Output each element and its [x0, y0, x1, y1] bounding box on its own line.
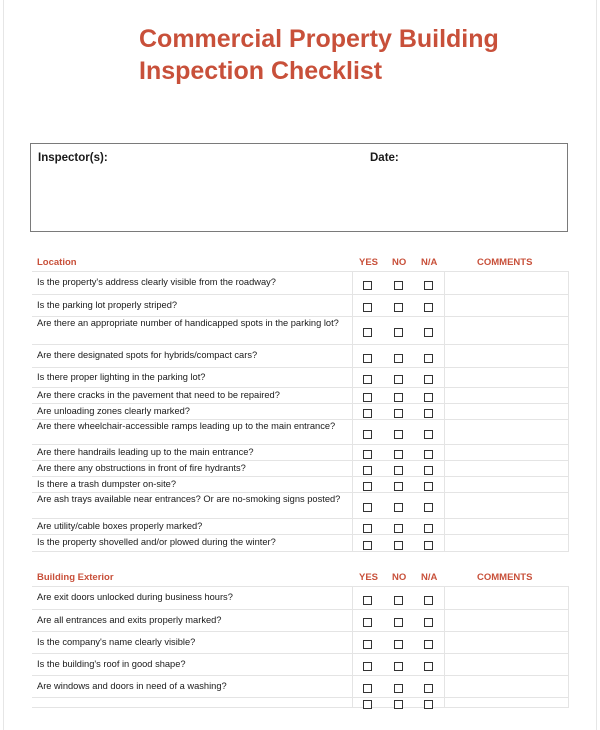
column-divider	[568, 272, 569, 295]
yes-checkbox[interactable]	[363, 393, 372, 402]
comments-cell[interactable]	[445, 420, 568, 445]
checklist-row	[32, 388, 569, 404]
question-text: Is the property shovelled and/or plowed during the winter?	[37, 537, 276, 547]
no-checkbox[interactable]	[394, 524, 403, 533]
question-text: Is the property's address clearly visible from the roadway?	[37, 277, 276, 287]
column-divider	[352, 345, 353, 368]
no-checkbox[interactable]	[394, 640, 403, 649]
column-header-comments: COMMENTS	[477, 572, 533, 583]
column-divider	[568, 461, 569, 477]
question-text: Are ash trays available near entrances? Or are no-smoking signs posted?	[37, 494, 341, 504]
checklist-row	[32, 272, 569, 295]
comments-cell[interactable]	[445, 404, 568, 420]
column-divider	[568, 477, 569, 493]
checklist-row	[32, 404, 569, 420]
yes-checkbox[interactable]	[363, 409, 372, 418]
checklist-row	[32, 317, 569, 345]
checklist-row	[32, 535, 569, 552]
question-text: Are there designated spots for hybrids/compact cars?	[37, 350, 258, 360]
section-header	[32, 255, 569, 272]
document-title	[139, 23, 579, 87]
column-divider	[568, 654, 569, 676]
na-checkbox[interactable]	[424, 503, 433, 512]
no-checkbox[interactable]	[394, 354, 403, 363]
checklist-row	[32, 632, 569, 654]
na-checkbox[interactable]	[424, 430, 433, 439]
column-divider	[352, 368, 353, 388]
section-location	[32, 255, 569, 552]
question-text: Are there handrails leading up to the main entrance?	[37, 447, 254, 457]
title-line-2: Inspection Checklist	[139, 57, 383, 85]
comments-cell[interactable]	[445, 368, 568, 388]
question-text: Are there wheelchair-accessible ramps leading up to the main entrance?	[37, 421, 336, 431]
comments-cell[interactable]	[445, 654, 568, 676]
no-checkbox[interactable]	[394, 482, 403, 491]
yes-checkbox[interactable]	[363, 684, 372, 693]
checklist-row	[32, 461, 569, 477]
section-title: Location	[37, 257, 77, 268]
checklist-row	[32, 295, 569, 317]
checklist-row	[32, 519, 569, 535]
na-checkbox[interactable]	[424, 482, 433, 491]
no-checkbox[interactable]	[394, 662, 403, 671]
na-checkbox[interactable]	[424, 524, 433, 533]
column-divider	[568, 345, 569, 368]
na-checkbox[interactable]	[424, 700, 433, 709]
yes-checkbox[interactable]	[363, 700, 372, 709]
no-checkbox[interactable]	[394, 700, 403, 709]
na-checkbox[interactable]	[424, 640, 433, 649]
comments-cell[interactable]	[445, 345, 568, 368]
comments-cell[interactable]	[445, 317, 568, 345]
no-checkbox[interactable]	[394, 596, 403, 605]
comments-cell[interactable]	[445, 388, 568, 404]
question-text: Are unloading zones clearly marked?	[37, 406, 190, 416]
column-divider	[352, 587, 353, 610]
na-checkbox[interactable]	[424, 596, 433, 605]
column-divider	[352, 388, 353, 404]
column-divider	[568, 535, 569, 552]
column-divider	[568, 587, 569, 610]
comments-cell[interactable]	[445, 676, 568, 698]
column-header-na: N/A	[421, 572, 438, 583]
question-text: Is the parking lot properly striped?	[37, 300, 178, 310]
comments-cell[interactable]	[445, 477, 568, 493]
checklist-row	[32, 445, 569, 461]
no-checkbox[interactable]	[394, 393, 403, 402]
inspector-info-box[interactable]	[30, 143, 568, 232]
yes-checkbox[interactable]	[363, 482, 372, 491]
column-header-no: NO	[392, 572, 407, 583]
inspector-label: Inspector(s):	[38, 152, 108, 164]
na-checkbox[interactable]	[424, 450, 433, 459]
comments-cell[interactable]	[445, 461, 568, 477]
date-label: Date:	[370, 152, 399, 164]
column-header-na: N/A	[421, 257, 438, 268]
no-checkbox[interactable]	[394, 541, 403, 550]
comments-cell[interactable]	[445, 535, 568, 552]
column-divider	[352, 698, 353, 708]
question-text: Are windows and doors in need of a washing?	[37, 681, 227, 691]
column-divider	[568, 317, 569, 345]
comments-cell[interactable]	[445, 493, 568, 519]
no-checkbox[interactable]	[394, 281, 403, 290]
column-header-comments: COMMENTS	[477, 257, 533, 268]
column-divider	[568, 388, 569, 404]
no-checkbox[interactable]	[394, 450, 403, 459]
column-divider	[352, 317, 353, 345]
no-checkbox[interactable]	[394, 684, 403, 693]
na-checkbox[interactable]	[424, 328, 433, 337]
title-line-1: Commercial Property Building	[139, 25, 499, 53]
no-checkbox[interactable]	[394, 409, 403, 418]
column-divider	[568, 420, 569, 445]
checklist-row	[32, 345, 569, 368]
na-checkbox[interactable]	[424, 409, 433, 418]
column-header-yes: YES	[359, 572, 379, 583]
column-divider	[568, 698, 569, 708]
yes-checkbox[interactable]	[363, 541, 372, 550]
na-checkbox[interactable]	[424, 662, 433, 671]
no-checkbox[interactable]	[394, 430, 403, 439]
column-divider	[352, 610, 353, 632]
column-header-yes: YES	[359, 257, 379, 268]
no-checkbox[interactable]	[394, 466, 403, 475]
column-divider	[568, 445, 569, 461]
column-divider	[568, 676, 569, 698]
question-text: Is there proper lighting in the parking lot?	[37, 372, 206, 382]
column-divider	[352, 420, 353, 445]
na-checkbox[interactable]	[424, 375, 433, 384]
column-divider	[568, 610, 569, 632]
yes-checkbox[interactable]	[363, 450, 372, 459]
column-divider	[568, 519, 569, 535]
comments-cell[interactable]	[445, 587, 568, 610]
column-divider	[568, 295, 569, 317]
question-text: Is there a trash dumpster on-site?	[37, 479, 177, 489]
question-text: Are all entrances and exits properly marked?	[37, 615, 222, 625]
comments-cell[interactable]	[445, 610, 568, 632]
checklist-row	[32, 477, 569, 493]
yes-checkbox[interactable]	[363, 354, 372, 363]
column-divider	[352, 535, 353, 552]
column-divider	[568, 368, 569, 388]
column-divider	[352, 272, 353, 295]
section-building-exterior	[32, 570, 569, 708]
na-checkbox[interactable]	[424, 618, 433, 627]
yes-checkbox[interactable]	[363, 618, 372, 627]
section-title: Building Exterior	[37, 572, 114, 583]
na-checkbox[interactable]	[424, 684, 433, 693]
yes-checkbox[interactable]	[363, 503, 372, 512]
column-divider	[352, 404, 353, 420]
no-checkbox[interactable]	[394, 503, 403, 512]
no-checkbox[interactable]	[394, 375, 403, 384]
na-checkbox[interactable]	[424, 393, 433, 402]
yes-checkbox[interactable]	[363, 640, 372, 649]
comments-cell[interactable]	[445, 445, 568, 461]
section-header	[32, 570, 569, 587]
column-divider	[352, 519, 353, 535]
column-divider	[352, 477, 353, 493]
page-edge-left	[3, 0, 4, 730]
na-checkbox[interactable]	[424, 541, 433, 550]
no-checkbox[interactable]	[394, 328, 403, 337]
checklist-row	[32, 610, 569, 632]
yes-checkbox[interactable]	[363, 375, 372, 384]
column-divider	[352, 632, 353, 654]
column-divider	[352, 461, 353, 477]
checklist-row	[32, 698, 569, 708]
yes-checkbox[interactable]	[363, 662, 372, 671]
question-text: Is the building's roof in good shape?	[37, 659, 186, 669]
comments-cell[interactable]	[445, 632, 568, 654]
na-checkbox[interactable]	[424, 303, 433, 312]
question-text: Is the company's name clearly visible?	[37, 637, 196, 647]
yes-checkbox[interactable]	[363, 524, 372, 533]
yes-checkbox[interactable]	[363, 328, 372, 337]
checklist-row	[32, 654, 569, 676]
comments-cell[interactable]	[445, 272, 568, 295]
checklist-row	[32, 368, 569, 388]
column-divider	[352, 676, 353, 698]
column-header-no: NO	[392, 257, 407, 268]
column-divider	[352, 654, 353, 676]
na-checkbox[interactable]	[424, 354, 433, 363]
column-divider	[568, 632, 569, 654]
column-divider	[568, 404, 569, 420]
yes-checkbox[interactable]	[363, 303, 372, 312]
checklist-row	[32, 676, 569, 698]
comments-cell[interactable]	[445, 295, 568, 317]
column-divider	[352, 445, 353, 461]
yes-checkbox[interactable]	[363, 466, 372, 475]
no-checkbox[interactable]	[394, 618, 403, 627]
question-text: Are there an appropriate number of handicapped spots in the parking lot?	[37, 318, 339, 328]
yes-checkbox[interactable]	[363, 281, 372, 290]
page-edge-right	[596, 0, 597, 730]
yes-checkbox[interactable]	[363, 596, 372, 605]
yes-checkbox[interactable]	[363, 430, 372, 439]
question-text: Are there any obstructions in front of fire hydrants?	[37, 463, 246, 473]
comments-cell[interactable]	[445, 519, 568, 535]
no-checkbox[interactable]	[394, 303, 403, 312]
checklist-row	[32, 587, 569, 610]
column-divider	[568, 493, 569, 519]
comments-cell[interactable]	[445, 698, 568, 708]
column-divider	[352, 295, 353, 317]
column-divider	[352, 493, 353, 519]
checklist-row	[32, 493, 569, 519]
na-checkbox[interactable]	[424, 281, 433, 290]
question-text: Are exit doors unlocked during business hours?	[37, 592, 233, 602]
checklist-row	[32, 420, 569, 445]
question-text: Are utility/cable boxes properly marked?	[37, 521, 203, 531]
na-checkbox[interactable]	[424, 466, 433, 475]
question-text: Are there cracks in the pavement that need to be repaired?	[37, 390, 280, 400]
